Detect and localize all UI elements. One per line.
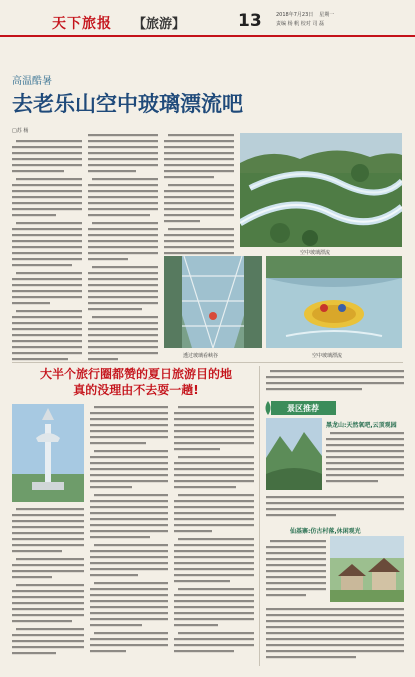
photo-glass-rafting-top [240,133,402,247]
page-number: 13 [238,11,262,31]
photo-heilongshan [266,418,322,490]
feature-headline-line-2: 真的没理由不去耍一趟! [73,383,199,397]
sidebar-intro [266,368,404,396]
body-text-lines [266,606,404,666]
glass-rafting-image [240,133,402,247]
caption-top-right: 空中玻璃漂流 [300,250,331,256]
body-text-lines [266,494,404,520]
feature-body-middle [90,404,168,666]
date-text: 2018年7月23日 [276,12,314,18]
photo-glass-canyon [164,256,262,348]
section-tag: 【旅游】 [133,17,186,32]
body-text-lines [174,404,254,666]
masthead-rule [0,35,415,37]
caption-bottom-left: 透过玻璃看峡谷 [183,353,219,359]
sidebar-body-2 [266,538,326,602]
desk-credits: 责编 杨 帆 校对 司 磊 [276,21,324,27]
sidebar-body-1b [266,494,404,520]
sidebar-title: 景区推荐 [287,404,319,413]
mountain-image [266,418,322,490]
body-text-lines [90,404,168,666]
photo-tower [12,404,84,502]
sidebar-divider [259,366,260,666]
photo-xianjizhai [330,536,404,602]
caption-bottom-right: 空中玻璃漂流 [312,353,343,359]
sidebar-subhead-2: 仙基寨:仿古村落,休闲观光 [290,528,361,535]
article-byline: □苏 杨 [12,128,29,134]
body-column-1 [12,138,82,378]
body-column-2 [88,132,158,372]
feature-headline-line-1: 大半个旅行圈都赞的夏日旅游目的地 [39,367,232,381]
sidebar-body-3 [266,606,404,666]
sidebar-body-1 [326,430,404,490]
raft-image [266,256,402,348]
photo-raft [266,256,402,348]
sidebar-subhead-1: 黑龙山:天然氧吧,云顶观园 [326,422,397,429]
section-divider [12,362,403,363]
body-text-lines [266,368,404,396]
glass-canyon-image [164,256,262,348]
village-image [330,536,404,602]
weekday-text: 星期一 [319,12,335,18]
body-text-lines [12,138,82,378]
tower-image [12,404,84,502]
body-text-lines [266,538,326,602]
body-text-lines [88,132,158,372]
feature-body-right [174,404,254,666]
feature-headline [12,366,260,398]
issue-date [276,11,340,19]
body-text-lines [12,506,84,666]
article-kicker: 高温酷暑 [12,76,52,87]
paper-name: 天下旅报 [52,16,112,32]
feature-body-left [12,506,84,666]
body-text-lines [326,430,404,490]
article-headline: 去老乐山空中玻璃漂流吧 [12,92,243,116]
